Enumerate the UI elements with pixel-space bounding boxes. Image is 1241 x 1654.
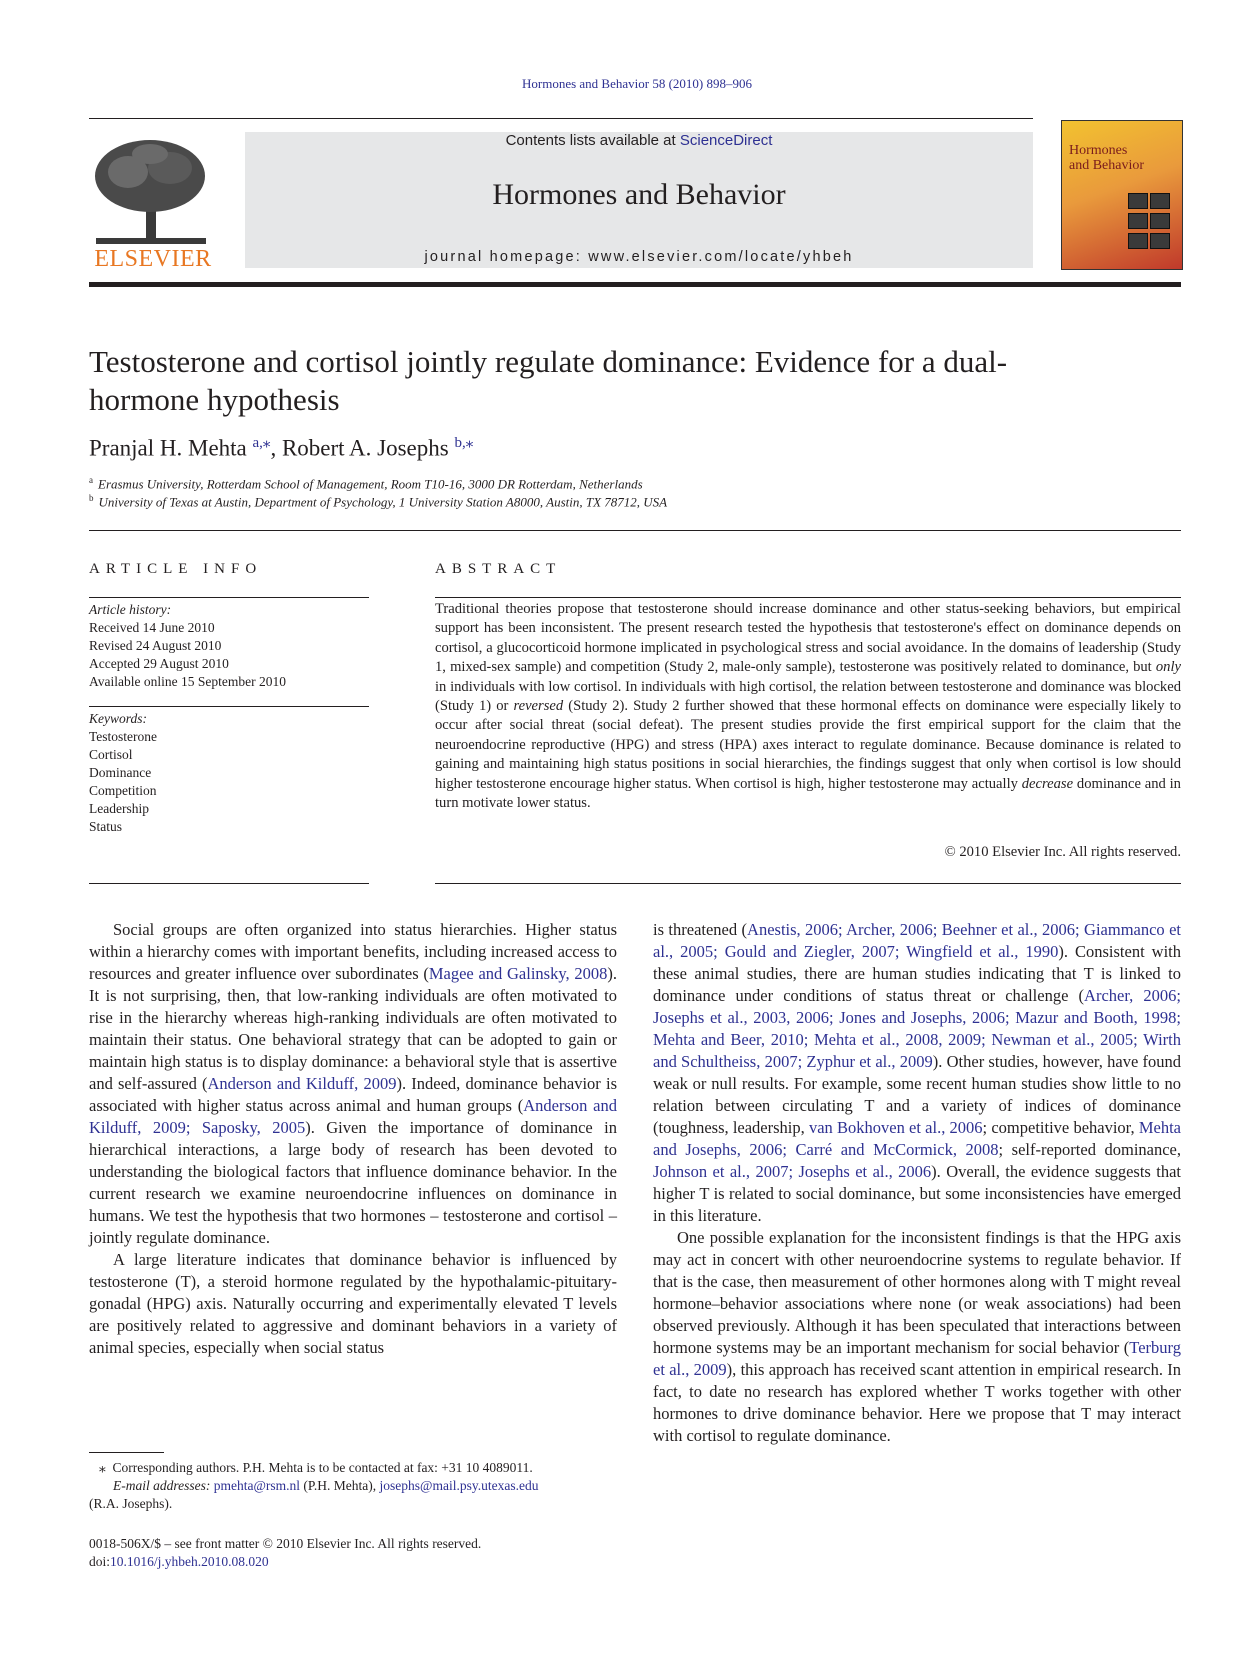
journal-cover xyxy=(1061,120,1183,270)
keyword-item: Competition xyxy=(89,783,157,798)
front-matter xyxy=(89,1535,481,1571)
cover-title: Hormones and Behavior xyxy=(1069,143,1145,173)
keyword-item: Status xyxy=(89,819,123,834)
journal-citation[interactable]: Hormones and Behavior 58 (2010) 898–906 xyxy=(522,76,752,91)
citation-link[interactable]: Anderson and Kilduff, 2009; Saposky, 2005 xyxy=(89,1096,617,1137)
header-top-rule xyxy=(89,118,1033,119)
article-history xyxy=(89,601,286,691)
citation-link[interactable]: van Bokhoven et al., 2006 xyxy=(808,1118,983,1137)
article-title: Testosterone and cortisol jointly regulate dominance: Evidence for a dual-hormone hypothesis xyxy=(89,344,1008,417)
affiliation-a: $^a$ Erasmus University, Rotterdam School of Management, Room T10-16, 3000 DR Rotterdam, Netherlands xyxy=(89,475,643,492)
keyword-item: Testosterone xyxy=(89,729,158,744)
citation-link[interactable]: Archer, 2006; Josephs et al., 2003, 2006; Jones and Josephs, 2006; Mazur and Booth, 1998; Mehta and Beer, 2010; Mehta et al., 2008, 2009; Newman et al., 2005; Wirth and Schultheiss, 2007; Zyphur et al., 2009 xyxy=(653,986,1182,1071)
keywords-label: Keywords: xyxy=(89,711,147,726)
article-info-bottom-rule xyxy=(89,883,369,884)
article-history-label: Article history: xyxy=(89,602,172,617)
doi-link[interactable]: 10.1016/j.yhbeh.2010.08.020 xyxy=(110,1554,269,1569)
citation-link[interactable]: Mehta and Josephs, 2006; Carré and McCormick, 2008 xyxy=(653,1118,1181,1159)
abstract-text: Traditional theories propose that testosterone should increase dominance and other status-seeking behaviors, but empirical support has been inconsistent. The present research tested the hypothesis that testosterone's effect on dominance depends on cortisol, a glucocorticoid hormone implicated in psychological stress and social avoidance. In the domains of leadership (Study 1, mixed-sex sample) and competition (Study 2, male-only sample), testosterone was positively related to dominance, but only in individuals with low cortisol. In individuals with high cortisol, the relation between testosterone and dominance was blocked (Study 1) or reversed (Study 2). Study 2 further showed that these hormonal effects on dominance were especially likely to occur after social threat (social defeat). The present studies provide the first empirical support for the claim that the neuroendocrine reproductive (HPG) and stress (HPA) axes interact to regulate dominance. Because dominance is related to gaining and maintaining high status positions in social hierarchies, the findings suggest that only when cortisol is low should higher testosterone encourage higher status. When cortisol is high, higher testosterone may actually decrease dominance and in turn motivate lower status. xyxy=(435,601,1181,812)
article-info-heading: ARTICLE INFO xyxy=(89,561,263,577)
abstract-copyright: © 2010 Elsevier Inc. All rights reserved. xyxy=(944,844,1181,860)
abstract-rule xyxy=(435,597,1181,598)
corresponding-footnote: ⁎ Corresponding authors. P.H. Mehta is to be contacted at fax: +31 10 4089011. E-mail addresses: pmehta@rsm.nl (P.H. Mehta), josephs@mail.psy.utexas.edu (R.A. Josephs). xyxy=(89,1460,539,1511)
body-paragraph: Social groups are often organized into status hierarchies. Higher status within a hierarchy comes with important benefits, including increased access to resources and greater influence over subordinates (Magee and Galinsky, 2008). It is not surprising, then, that low-ranking individuals are often motivated to rise in the hierarchy whereas high-ranking individuals are often motivated to maintain their status. One behavioral strategy that can be adopted to gain or maintain high status is to display dominance: a behavioral style that is assertive and self-assured (Anderson and Kilduff, 2009). Indeed, dominance behavior is associated with higher status across animal and human groups (Anderson and Kilduff, 2009; Saposky, 2005). Given the importance of dominance in hierarchical interactions, a large body of research has been devoted to understanding the biological factors that influence dominance behavior. In the current research we examine neuroendocrine influences on dominance in humans. We test the hypothesis that two hormones – testosterone and cortisol – jointly regulate dominance. xyxy=(89,920,617,1247)
footnote-star: ⁎ xyxy=(99,1460,106,1475)
footnote-rule xyxy=(89,1452,164,1453)
doi-line: doi:10.1016/j.yhbeh.2010.08.020 xyxy=(89,1554,269,1569)
history-revised: Revised 24 August 2010 xyxy=(89,638,222,653)
author-name: Robert A. Josephs xyxy=(281,435,449,461)
journal-homepage[interactable]: journal homepage: www.elsevier.com/locate/yhbeh xyxy=(424,249,854,265)
author-affiliation-mark[interactable]: b,⁎ xyxy=(454,435,474,451)
contents-prefix: Contents lists available at xyxy=(505,132,680,149)
keywords-rule xyxy=(89,706,369,707)
body-paragraph: A large literature indicates that dominance behavior is influenced by testosterone (T), a steroid hormone regulated by the hypothalamic-pituitary-gonadal (HPG) axis. Naturally occurring and experimentally elevated T levels are positively related to aggressive and dominant behaviors in a variety of animal species, especially when social status xyxy=(89,1250,617,1357)
issn-line: 0018-506X/$ – see front matter © 2010 Elsevier Inc. All rights reserved. xyxy=(89,1536,482,1551)
author-name: Pranjal H. Mehta xyxy=(89,435,247,461)
affiliations-rule xyxy=(89,530,1181,531)
email-link-mehta[interactable]: pmehta@rsm.nl xyxy=(213,1478,301,1493)
citation-link[interactable]: Magee and Galinsky, 2008 xyxy=(428,964,608,983)
body-paragraph: One possible explanation for the inconsistent findings is that the HPG axis may act in concert with other neuroendocrine systems to regulate behavior. If that is the case, then measurement of other hormones along with T might reveal hormone–behavior associations where none (or weak associations) had been observed previously. Although it has been speculated that interactions between hormone systems may be an important mechanism for social behavior (Terburg et al., 2009), this approach has received scant attention in empirical research. In fact, to date no research has explored whether T works together with other hormones to drive dominance behavior. Here we propose that T may interact with cortisol to regulate dominance. xyxy=(653,1228,1181,1445)
keywords xyxy=(89,710,157,836)
citation-link[interactable]: Anestis, 2006; Archer, 2006; Beehner et al., 2006; Giammanco et al., 2005; Gould and Ziegler, 2007; Wingfield et al., 1990 xyxy=(653,920,1181,961)
author-affiliation-mark[interactable]: a,⁎ xyxy=(252,435,271,451)
history-accepted: Accepted 29 August 2010 xyxy=(89,656,229,671)
email-link-josephs[interactable]: josephs@mail.psy.utexas.edu xyxy=(379,1478,539,1493)
history-online: Available online 15 September 2010 xyxy=(89,674,286,689)
author-list: Pranjal H. Mehta $^{a,⁎}$, Robert A. Josephs $^{b,⁎}$ xyxy=(89,435,474,461)
elsevier-logo xyxy=(88,132,218,272)
keyword-item: Leadership xyxy=(89,801,149,816)
abstract-bottom-rule xyxy=(435,883,1181,884)
elsevier-wordmark: ELSEVIER xyxy=(94,246,212,272)
sciencedirect-link[interactable]: ScienceDirect xyxy=(679,132,773,149)
citation-link[interactable]: Anderson and Kilduff, 2009 xyxy=(207,1074,397,1093)
citation-link[interactable]: Johnson et al., 2007; Josephs et al., 2006 xyxy=(653,1162,932,1181)
history-received: Received 14 June 2010 xyxy=(89,620,215,635)
affiliation-b: $^b$ University of Texas at Austin, Department of Psychology, 1 University Station A8000, Austin, TX 78712, USA xyxy=(89,493,668,510)
header-bottom-rule xyxy=(89,282,1181,287)
body-column-right xyxy=(653,919,1181,1447)
email-label: E-mail addresses: xyxy=(113,1478,211,1493)
contents-line xyxy=(245,132,1033,149)
citation-link[interactable]: Terburg et al., 2009 xyxy=(653,1338,1181,1379)
body-paragraph: is threatened (Anestis, 2006; Archer, 2006; Beehner et al., 2006; Giammanco et al., 2005; Gould and Ziegler, 2007; Wingfield et al., 1990). Consistent with these animal studies, there are human studies indicating that T is linked to dominance under conditions of status threat or challenge (Archer, 2006; Josephs et al., 2003, 2006; Jones and Josephs, 2006; Mazur and Booth, 1998; Mehta and Beer, 2010; Mehta et al., 2008, 2009; Newman et al., 2005; Wirth and Schultheiss, 2007; Zyphur et al., 2009). Other studies, however, have found weak or null results. For example, some recent human studies show little to no relation between circulating T and a variety of indices of dominance (toughness, leadership, van Bokhoven et al., 2006; competitive behavior, Mehta and Josephs, 2006; Carré and McCormick, 2008; self-reported dominance, Johnson et al., 2007; Josephs et al., 2006). Overall, the evidence suggests that higher T is related to social dominance, but some inconsistencies have emerged in this literature. xyxy=(653,920,1182,1225)
keyword-item: Dominance xyxy=(89,765,152,780)
article-info-rule xyxy=(89,597,369,598)
body-column-left xyxy=(89,919,617,1359)
journal-name: Hormones and Behavior xyxy=(492,178,786,211)
abstract-heading: ABSTRACT xyxy=(435,561,562,577)
cover-image-grid xyxy=(1128,193,1170,249)
keyword-item: Cortisol xyxy=(89,747,133,762)
